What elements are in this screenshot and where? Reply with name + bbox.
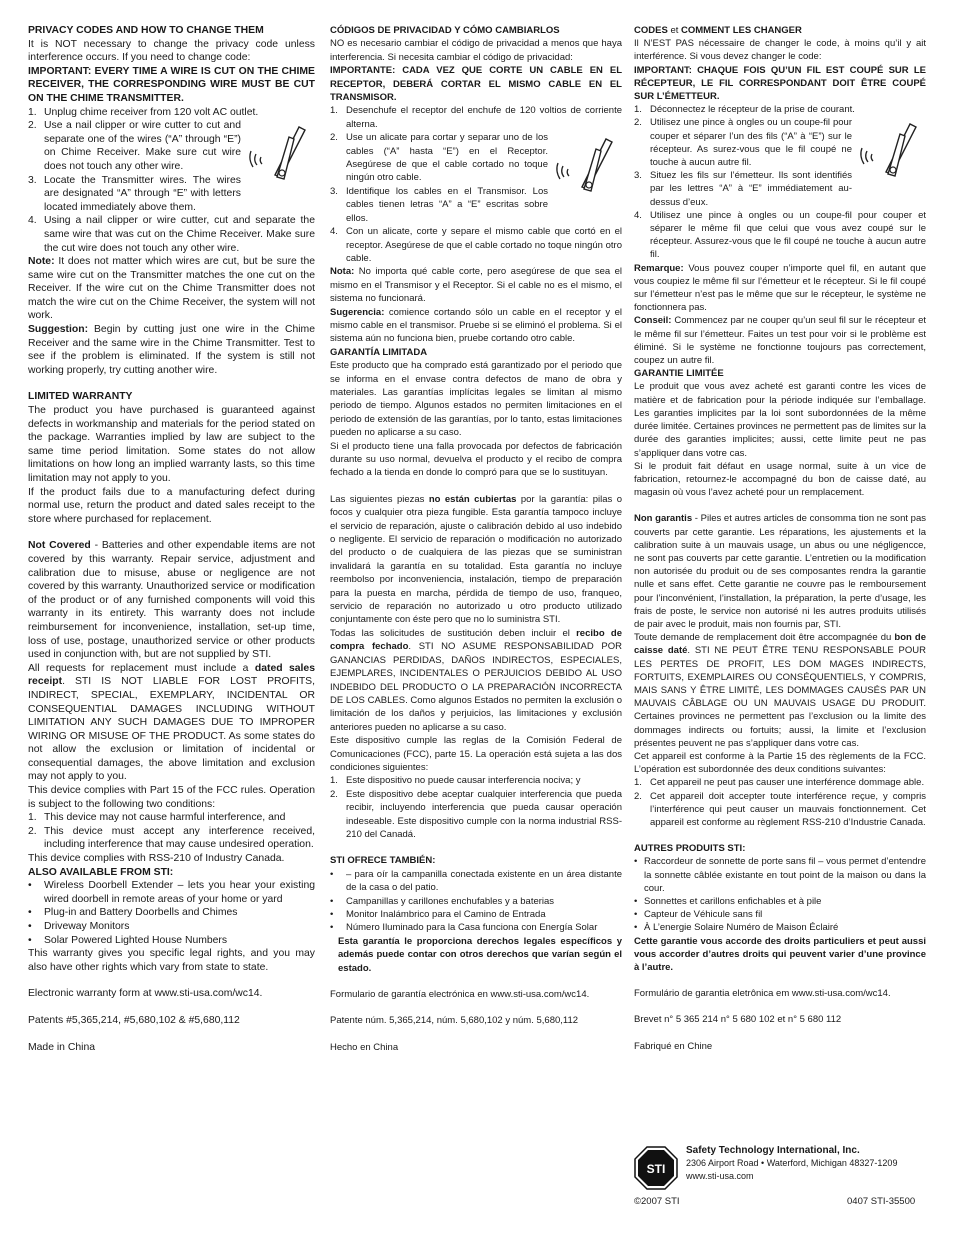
legal-rights: Cette garantie vous accorde des droits particuliers et peut aussi vous accorder d’autres droits qui peuvent varier d’une province à l’autre. [634, 935, 926, 974]
warranty-form-link: Formulario de garantía electrónica en www.sti-usa.com/wc14. [330, 989, 590, 1001]
list-item: • À L’energie Solaire Numéro de Maison Éclairé [634, 922, 839, 934]
replacement-requests: Toute demande de remplacement doit être accompagnée du bon de caisse daté. STI NE PEUT ÊTRE TENU RESPONSABLE POUR LES PERTES DE PROFIT, LES DOM MAGES INDIRECTS, FORTUITS, EXEMPLAIRES OU CONSÉQUENTIELS, Y COMPRIS, MAIS SANS Y ÊTRE LIMITÉ, LES DOMMAGES CAUSÉS PAR UN MAUVAIS CÂBLAGE OU UN MAUVAIS USAGE DU PRODUIT. Certaines provinces ne permettent pas l’exclusion ou la limite des dommages indirects ou fortuits; aussi, la limite et l’exclusion présentes peuvent ne pas s’appliquer dans votre cas. [634, 632, 926, 749]
important-notice: IMPORTANT: EVERY TIME A WIRE IS CUT ON THE CHIME RECEIVER, THE CORRESPONDING WIRE MUST BE CUT ON THE CHIME TRANSMITTER. [28, 65, 315, 104]
replacement-requests: All requests for replacement must include a dated sales receipt. STI IS NOT LIABLE FOR LOST PROFITS, INDIRECT, SPECIAL, EXEMPLARY, INCIDENTAL OR CONSEQUENTIAL DAMAGES INCLUDING WITHOUT LIMITATION ANY SUCH DAMAGES DUE TO IMPROPER WIRING OR MISUSE OF THE PRODUCT. As some states do not allow the exclusion or limitation of incidental or consequential damages, the above limitation and exclusion may not apply to you. [28, 662, 315, 783]
note: Nota: No importa qué cable corte, pero asegúrese de que sea el mismo en el Transmisor y el Receptor. Si el cable no es el mismo, el sistema no funcionará. [330, 266, 622, 305]
warranty-form-link: Electronic warranty form at www.sti-usa.com/wc14. [28, 988, 263, 1000]
step-3: 3. Identifique los cables en el Transmisor. Los cables tienen letras “A” a “E” escritas sobre ellos. [330, 185, 548, 224]
privacy-intro: It is NOT necessary to change the privacy code unless interference occurs. If you need to change code: [28, 38, 315, 64]
warranty-title: LIMITED WARRANTY [28, 391, 133, 403]
step-4: 4. Utilisez une pince à ongles ou un coupe-fil pour couper et séparer le même fil que celui que vous avez coupé sur le récepteur. Assurez-vous que le fil coupé ne touche à aucun autre fil. [634, 209, 926, 261]
patents: Patents #5,365,214, #5,680,102 & #5,680,112 [28, 1014, 240, 1026]
privacy-title: CODES et COMMENT LES CHANGER [634, 25, 802, 36]
privacy-title: PRIVACY CODES AND HOW TO CHANGE THEM [28, 25, 264, 36]
legal-rights: This warranty gives you specific legal rights, and you may also have other rights which vary from state to state. [28, 948, 315, 973]
step-4: 4. Con un alicate, corte y separe el mismo cable que cortó en el receptor. Asegúrese de que el cable cortado no toque ningún otro cable. [330, 226, 622, 264]
replacement-requests: Todas las solicitudes de sustitución deben incluir el recibo de compra fechado. STI NO ASUME RESPONSABILIDAD POR GANANCIAS PERDIDAS, DAÑOS INDIRECTOS, ESPECIALES, EJEMPLARES, INCIDENTALES O PERJUICIOS DEBIDO AL USO INDEBIDO DEL PRODUCTO O LA PREPARACIÓN INCORRECTA DE LOS CABLES. Como algunos Estados no permiten la exclusión o limitación de los daños y perjuicios, las limitaciones y exclusión anteriores pueden no aplicarse a su caso. [330, 627, 622, 733]
warranty-title: GARANTIE LIMITÉE [634, 368, 724, 380]
company-website[interactable]: www.sti-usa.com [686, 1171, 754, 1181]
suggestion: Sugerencia: comience cortando sólo un cable en el receptor y el mismo cable en el transmisor. Pruebe si se eliminó el problema. Si el sistema aún no funciona bien, pruebe cortando otro cable. [330, 306, 622, 345]
step-2: 2. Use a nail clipper or wire cutter to cut and separate one of the wires (“A” through “E”) on Chime Receiver. Make sure cut wire does not touch any other wire. [28, 119, 315, 173]
fcc-statement: Este dispositivo cumple las reglas de la Comisión Federal de Comunicaciones (FCC), parte 15. La operación está sujeta a las dos condiciones siguientes: [330, 735, 622, 773]
logo-text: STI [646, 1162, 666, 1176]
list-item: 1. Cet appareil ne peut pas causer une interférence dommage able. [634, 777, 925, 789]
list-item: 2. Este dispositivo debe aceptar cualquier interferencia que pueda recibir, incluyendo interferencia que pueda causar operación indeseable. Este dispositivo cumple con la norma industrial RSS-210 del Canadá. [330, 788, 622, 840]
list-item: • Wireless Doorbell Extender – lets you hear your existing wired doorbell in remote areas of your home or yard [28, 880, 315, 905]
fcc-conditions [330, 774, 622, 841]
steps-list [28, 106, 315, 256]
warranty-paragraph: Este producto que ha comprado está garantizado por el periodo que se informa en el envase contra defectos de mano de obra y materiales. Las garantías implícitas legales se limitan al mismo periodo de tiempo. Algunos estados no permiten limitaciones en el periodo de extensión de las garantías, por lo tanto, estas limitaciones pueden no aplicarse a su caso. [330, 360, 622, 439]
company-info [686, 1144, 897, 1183]
also-available-title: ALSO AVAILABLE FROM STI: [28, 866, 174, 878]
list-item: 2. Cet appareil doit accepter toute interférence reçue, y compris l’interférence qui peut causer un mauvais fonctionnement. Cet appareil est conforme au règlement RSS-210 d’Industrie Canada. [634, 790, 926, 828]
privacy-intro: Il N’EST PAS nécessaire de changer le code, à moins qu’il y ait interférence. Si vous devez changer le code: [634, 38, 926, 63]
company-address: 2306 Airport Road • Waterford, Michigan 48327-1209 [686, 1158, 898, 1168]
fcc-statement: Cet appareil est conforme à la Partie 15 des règlements de la FCC. L’opération est subordonnée des deux conditions suivantes: [634, 750, 926, 776]
also-available-list [330, 868, 622, 935]
note: Note: It does not matter which wires are cut, but be sure the same wire cut on the Transmitter matches the one cut on the Receiver. If the wire cut on the Chime Transmitter does not match the wire cut on the Chime Receiver, the system will not work. [28, 256, 315, 322]
list-item: • Raccordeur de sonnette de porte sans fil – vous permet d’entendre la sonnette câblée existante en tout point de la maison ou dans la cour. [634, 856, 926, 894]
step-2: 2. Use un alicate para cortar y separar uno de los cables (“A” hasta “E”) en el Receptor. Asegúrese de que el cable cortado no toque ningún otro cable. [330, 131, 622, 185]
made-in: Hecho en China [330, 1041, 399, 1053]
privacy-intro: NO es necesario cambiar el código de privacidad a menos que haya interferencia. Si necesita cambiar el código de privacidad: [330, 38, 622, 63]
note: Remarque: Vous pouvez couper n’importe quel fil, en autant que vous coupiez le même fil sur l’émetteur et le récepteur. Si le fil coupé sur l’émetteur n’est pas le même que sur le récepteur, le système ne fonctionnera pas. [634, 262, 926, 314]
also-available-list [634, 855, 926, 934]
important-notice: IMPORTANT: CHAQUE FOIS QU’UN FIL EST COUPÉ SUR LE RÉCEPTEUR, LE FIL CORRESPONDANT DOIT ÊTRE COUPÉ SUR L’ÉMETTEUR. [634, 64, 926, 103]
fcc-conditions [28, 811, 315, 852]
not-covered: Not Covered - Batteries and other expendable items are not covered by this warranty. Repair service, adjustment and calibration due to misuse, abuse or negligence are not covered by this warranty. Unauthorized service or modification of the product or of any furnished components will void this warranty in its entirety. This warranty does not include reimbursement for inconvenience, installation, set-up time, loss of use, postage, unauthorized service or other products used in conjunction with, but are not supplied by STI. [28, 540, 315, 661]
warranty-title: GARANTÍA LIMITADA [330, 346, 428, 358]
copyright: ©2007 STI [634, 1196, 680, 1207]
not-covered: Non garantis - Piles et autres articles de consomma tion ne sont pas couverts par cette garantie. Les réparations, les ajustements et la calibration suite à un mauvais usage, un abus ou une négligencce, ne sont pas couverts par cette garantie. L’entretien ou la modification non autorisée du produit ou de ses composantes rendra la garantie nulle et sans effet. Cette garantie ne couvre pas le remboursement pour l’inconvénient, l’installation, la préparation, la perte d’usage, les frais de poste, le service non autorisé ni les autres produits utilisés de pair avec le produit, mais non fournis par, STI. [634, 513, 927, 630]
fcc-statement: This device complies with Part 15 of the FCC rules. Operation is subject to the following two conditions: [28, 785, 315, 810]
step-3: 3. Locate the Transmitter wires. The wires are designated “A” through “E” with letters located immediately above them. [28, 174, 241, 213]
not-covered: Las siguientes piezas no están cubiertas por la garantía: pilas o focos y cualquier otra pieza fungible. Esta garantía tampoco incluye el servicio de reparación, ajuste o calibración debido al uso indebido o negligente. El servicio de reparación o modificación no autorizado del producto o de cualquiera de las piezas que se suministran invalidará la garantía en su totalidad. Esta garantía no incluye reembolso por inconveniencia, instalación, tiempo de preparación para la puesta en marcha, pérdida de tiempo de uso, franqueo, servicio de reparación no autorizado u otro producto utilizado conjuntamente con éste pero que no lo suministra STI. [330, 493, 622, 626]
suggestion: Suggestion: Begin by cutting just one wire in the Chime Receiver and the same wire in the Chime Transmitter. Test to see if the problem is eliminated. If the system is still not working properly, try cutting another wire. [28, 324, 315, 376]
list-item: 1. This device may not cause harmful interference, and [28, 812, 286, 824]
step-1: 1. Unplug chime receiver from 120 volt AC outlet. [28, 106, 259, 118]
patents: Patente núm. 5,365,214, núm. 5,680,102 y núm. 5,680,112 [330, 1015, 579, 1027]
list-item: • – para oír la campanilla conectada existente en un área distante de la casa o del patio. [330, 868, 622, 894]
important-notice: IMPORTANTE: CADA VEZ QUE CORTE UN CABLE EN EL RECEPTOR, DEBERÁ CORTAR EL MISMO CABLE EN EL TRANSMISOR. [330, 65, 622, 104]
list-item: • Driveway Monitors [28, 921, 130, 932]
also-available-title: AUTRES PRODUITS STI: [634, 843, 746, 855]
list-item: • Sonnettes et carillons enfichables et à pile [634, 896, 822, 907]
suggestion: Conseil: Commencez par ne couper qu’un seul fil sur le récepteur et le même fil sur l’émetteur. Faites un test pour voir si le problème est éliminé. Si le système ne fonctionne toujours pas correctement, coupez un autre fil. [634, 315, 926, 367]
list-item: • Número Iluminado para la Casa funciona con Energía Solar [330, 922, 598, 934]
english-column [28, 24, 315, 1054]
also-available-title: STI OFRECE TAMBIÉN: [330, 855, 436, 867]
rss-statement: This device complies with RSS-210 of Industry Canada. [28, 853, 285, 865]
company-name: Safety Technology International, Inc. [686, 1145, 860, 1156]
made-in: Fabriqué en Chine [634, 1040, 713, 1052]
french-column [634, 24, 926, 1053]
list-item: • Solar Powered Lighted House Numbers [28, 934, 228, 946]
list-item: 2. This device must accept any interference received, including interference that may cause undesired operation. [28, 825, 315, 851]
also-available-list [28, 879, 315, 947]
legal-rights: Esta garantía le proporciona derechos legales específicos y además puede contar con otros derechos que varían según el estado. [338, 935, 622, 974]
step-1: 1. Déconnectez le récepteur de la prise de courant. [634, 104, 855, 116]
list-item: • Monitor Inalámbrico para el Camino de Entrada [330, 909, 546, 920]
step-3: 3. Situez les fils sur l’émetteur. Ils sont identifiés par les lettres “A” à “E” immédiatement au-dessus d’eux. [634, 170, 852, 208]
warranty-paragraph: Si le produit fait défaut en usage normal, suite à un vice de fabrication, retournez-le accompagné du bon de caisse daté, au magasin où vous l’avez acheté pour un remplacement. [634, 460, 926, 499]
steps-list [330, 104, 622, 265]
sti-logo [634, 1146, 678, 1190]
step-4: 4. Using a nail clipper or wire cutter, cut and separate the same wire that was cut on the Chime Receiver. Make sure the cut wire does not touch any other wire. [28, 215, 315, 254]
warranty-paragraph: The product you have purchased is guaranteed against defects in workmanship and materials for the period stated on the package. Warranties implied by law are subject to the same time period limitation. Some states do not allow limitations on how long an implied warranty lasts, so this time limitation may not apply to you. [28, 405, 315, 484]
fcc-conditions [634, 776, 926, 829]
document-code: 0407 STI-35500 [847, 1196, 916, 1207]
made-in: Made in China [28, 1041, 96, 1053]
list-item: • Plug-in and Battery Doorbells and Chimes [28, 907, 238, 919]
list-item: • Campanillas y carillones enchufables y a baterias [330, 895, 555, 907]
warranty-paragraph: Si el producto tiene una falla provocada por defectos de fabricación durante su uso normal, devuelva el producto y el recibo de compra fechado a la tienda en donde lo compró para que se lo sustituyan. [330, 440, 622, 479]
step-2: 2. Utilisez une pince à ongles ou un coupe-fil pour couper et séparer l’un des fils (“A” à “E”) sur le récepteur. As surez-vous que le fil coupé ne touche à aucun autre fil. [634, 116, 926, 169]
spanish-column [330, 24, 622, 1054]
list-item: • Capteur de Véhicule sans fil [634, 909, 763, 921]
list-item: 1. Este dispositivo no puede causar interferencia nociva; y [330, 775, 581, 787]
patents: Brevet n° 5 365 214 n° 5 680 102 et n° 5 680 112 [634, 1014, 842, 1026]
steps-list [634, 103, 926, 261]
warranty-form-link: Formulário de garantia eletrônica em www.sti-usa.com/wc14. [634, 988, 891, 1000]
warranty-paragraph: Le produit que vous avez acheté est garanti contre les vices de matière et de fabrication pour la période indiquée sur l’emballage. Les garanties implicites par la loi sont subordonnées de la même durée limitée. Certaines provinces ne permettent pas de limites sur la durée des garanties implicites; aussi, cette limite peut ne pas s’appliquer dans votre cas. [634, 381, 926, 459]
privacy-title: CÓDIGOS DE PRIVACIDAD Y CÓMO CAMBIARLOS [330, 25, 560, 36]
step-1: 1. Desenchufe el receptor del enchufe de 120 voltios de corriente alterna. [330, 105, 622, 130]
warranty-paragraph: If the product fails due to a manufacturing defect during normal use, return the product and dated sales receipt to the store where purchased for replacement. [28, 486, 315, 525]
